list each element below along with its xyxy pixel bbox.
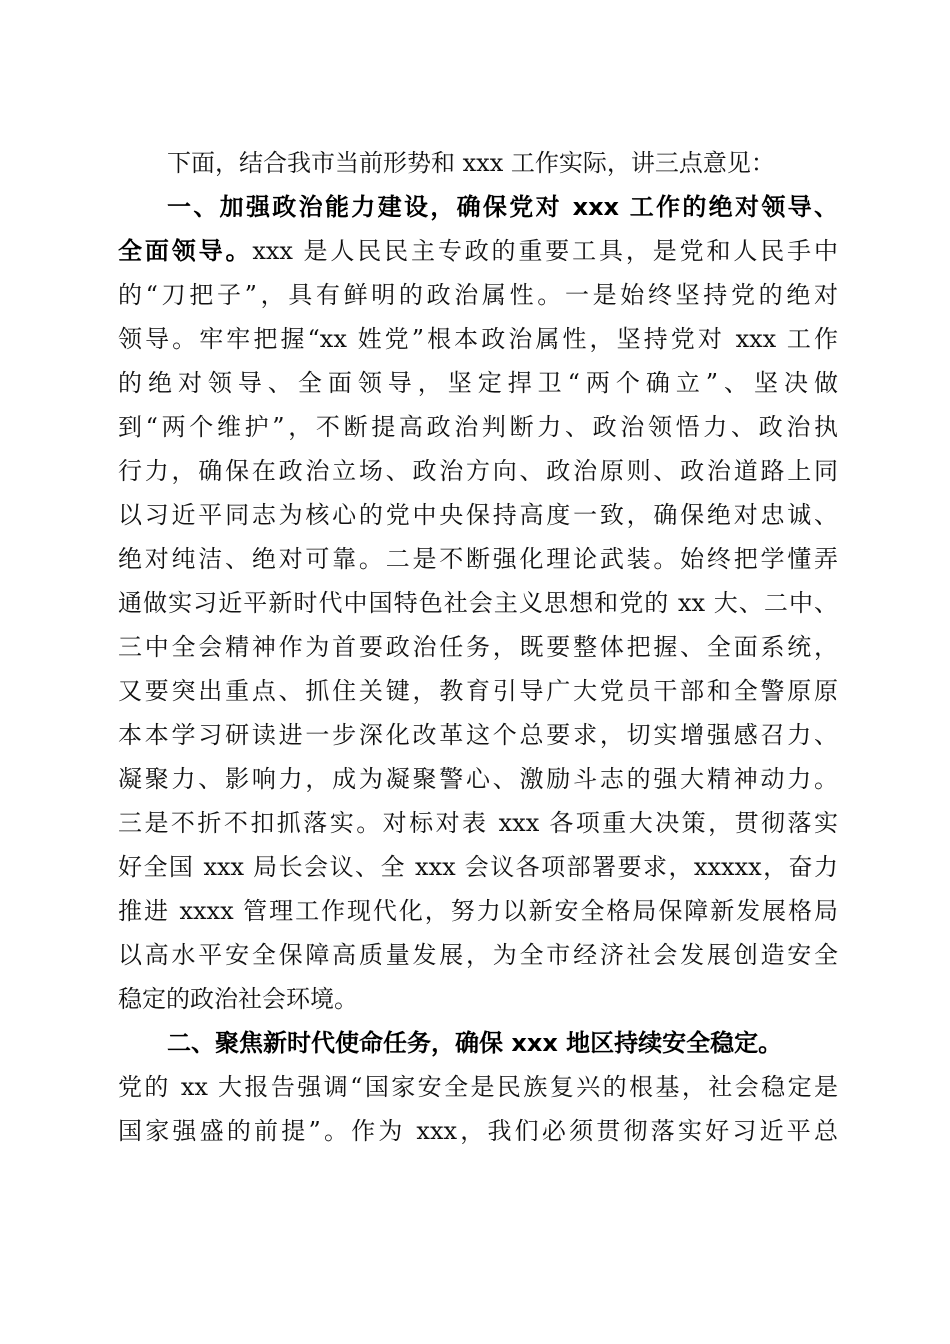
section1-line: 稳定的政治社会环境。: [118, 985, 358, 1013]
section1-line: 三中全会精神作为首要政治任务，既要整体把握、全面系统，: [118, 633, 838, 661]
section1-line: 本本学习研读进一步深化改革这个总要求，切实增强感召力、: [118, 721, 838, 749]
section2-line: 党的 xx 大报告强调“国家安全是民族复兴的根基，社会稳定是: [118, 1073, 838, 1101]
section1-line: 以习近平同志为核心的党中央保持高度一致，确保绝对忠诚、: [118, 501, 838, 529]
section1-line: 的绝对领导、全面领导，坚定捍卫“两个确立”、坚决做: [118, 369, 838, 397]
section1-line-rest: xxx 是人民民主专政的重要工具，是党和人民手中: [252, 237, 839, 265]
section2-line: 国家强盛的前提”。作为 xxx，我们必须贯彻落实好习近平总: [118, 1117, 838, 1145]
section1-line: 领导。牢牢把握“xx 姓党”根本政治属性，坚持党对 xxx 工作: [118, 325, 838, 353]
intro-paragraph: 下面，结合我市当前形势和 xxx 工作实际，讲三点意见：: [167, 149, 775, 177]
section1-line: 三是不折不扣抓落实。对标对表 xxx 各项重大决策，贯彻落实: [118, 809, 838, 837]
section1-line: [118, 233, 838, 269]
section1-heading: 一、加强政治能力建设，确保党对 xxx 工作的绝对领导、: [167, 193, 838, 221]
section1-line: 行力，确保在政治立场、政治方向、政治原则、政治道路上同: [118, 457, 838, 485]
section1-line: 以高水平安全保障高质量发展，为全市经济社会发展创造安全: [118, 941, 838, 969]
section1-line: 又要突出重点、抓住关键，教育引导广大党员干部和全警原原: [118, 677, 838, 705]
section1-line: 绝对纯洁、绝对可靠。二是不断强化理论武装。始终把学懂弄: [118, 545, 838, 573]
section1-line: 到“两个维护”，不断提高政治判断力、政治领悟力、政治执: [118, 413, 838, 441]
section1-line: 通做实习近平新时代中国特色社会主义思想和党的 xx 大、二中、: [118, 589, 838, 617]
section1-line: 好全国 xxx 局长会议、全 xxx 会议各项部署要求，xxxxx，奋力: [118, 853, 838, 881]
section1-heading-end: 全面领导。: [118, 237, 253, 265]
section2-heading: 二、聚焦新时代使命任务，确保 xxx 地区持续安全稳定。: [167, 1029, 783, 1057]
section1-line: 的“刀把子”，具有鲜明的政治属性。一是始终坚持党的绝对: [118, 281, 838, 309]
section1-line: 凝聚力、影响力，成为凝聚警心、激励斗志的强大精神动力。: [118, 765, 838, 793]
section1-line: 推进 xxxx 管理工作现代化，努力以新安全格局保障新发展格局: [118, 897, 838, 925]
